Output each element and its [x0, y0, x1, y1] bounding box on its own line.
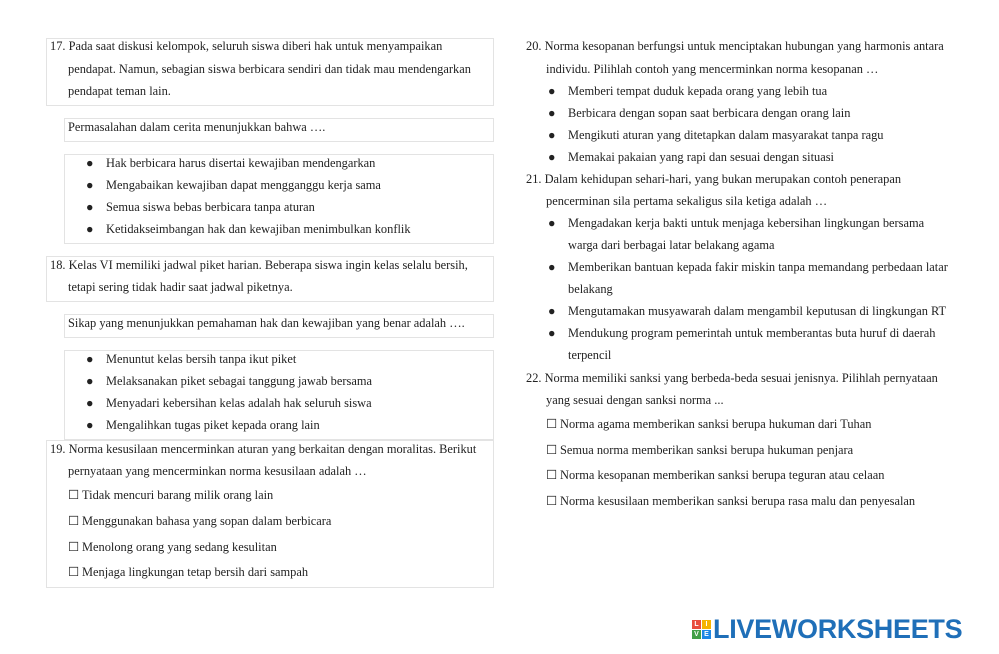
q17-question-line: pendapat teman lain.	[68, 84, 171, 98]
option-label: Hak berbicara harus disertai kewajiban mendengarkan	[106, 156, 376, 170]
logo-block: E	[702, 630, 711, 639]
option-label: Mengikuti aturan yang ditetapkan dalam masyarakat tanpa ragu	[568, 128, 884, 142]
bullet-icon: ●	[86, 222, 94, 236]
bullet-icon: ●	[548, 128, 556, 142]
q19-question-line: 19. Norma kesusilaan mencerminkan aturan yang berkaitan dengan moralitas. Berikut	[50, 442, 477, 456]
checkbox-icon[interactable]: ☐	[68, 514, 80, 528]
q17-question-line: 17. Pada saat diskusi kelompok, seluruh siswa diberi hak untuk menyampaikan	[50, 39, 443, 53]
bullet-icon: ●	[548, 106, 556, 120]
bullet-icon: ●	[86, 352, 94, 366]
q17-prompt: Permasalahan dalam cerita menunjukkan bahwa ….	[68, 120, 326, 134]
q17-option[interactable]	[86, 174, 381, 196]
q19-question-line: pernyataan yang mencerminkan norma kesusilaan adalah …	[68, 464, 367, 478]
q20-option[interactable]	[548, 124, 884, 146]
q19-option[interactable]	[68, 484, 273, 506]
q21-option[interactable]	[548, 300, 946, 322]
option-label: Semua norma memberikan sanksi berupa hukuman penjara	[560, 443, 854, 457]
option-label: Norma agama memberikan sanksi berupa hukuman dari Tuhan	[560, 417, 872, 431]
bullet-icon: ●	[548, 150, 556, 164]
bullet-icon: ●	[548, 326, 556, 340]
option-label: Semua siswa bebas berbicara tanpa aturan	[106, 200, 315, 214]
q17-question-line: pendapat. Namun, sebagian siswa berbicara sendiri dan tidak mau mendengarkan	[68, 62, 471, 76]
q21-option[interactable]	[548, 322, 935, 344]
q18-option[interactable]	[86, 392, 372, 414]
option-label: Tidak mencuri barang milik orang lain	[82, 488, 274, 502]
q22-option[interactable]	[546, 490, 915, 512]
q17-option[interactable]	[86, 218, 411, 240]
option-label: Mengalihkan tugas piket kepada orang lain	[106, 418, 320, 432]
option-label: Menolong orang yang sedang kesulitan	[82, 540, 277, 554]
q22-option[interactable]	[546, 439, 853, 461]
bullet-icon: ●	[86, 156, 94, 170]
q22-question-line: yang sesuai dengan sanksi norma ...	[546, 393, 724, 407]
option-label: Menggunakan bahasa yang sopan dalam berbicara	[82, 514, 332, 528]
option-label: Mengadakan kerja bakti untuk menjaga kebersihan lingkungan bersama	[568, 216, 925, 230]
bullet-icon: ●	[86, 396, 94, 410]
q19-option[interactable]	[68, 561, 308, 583]
q20-option[interactable]	[548, 102, 850, 124]
q18-option[interactable]	[86, 414, 320, 436]
q22-option[interactable]	[546, 464, 884, 486]
q21-option-continuation: terpencil	[568, 348, 612, 362]
q21-option[interactable]	[548, 256, 948, 278]
checkbox-icon[interactable]: ☐	[68, 540, 80, 554]
q18-option[interactable]	[86, 348, 296, 370]
q21-option-continuation: warga dari berbagai latar belakang agama	[568, 238, 775, 252]
q21-question-line: 21. Dalam kehidupan sehari-hari, yang bukan merupakan contoh penerapan	[526, 172, 902, 186]
bullet-icon: ●	[86, 374, 94, 388]
bullet-icon: ●	[548, 260, 556, 274]
q18-option[interactable]	[86, 370, 372, 392]
q20-option[interactable]	[548, 80, 827, 102]
option-label: Mengutamakan musyawarah dalam mengambil keputusan di lingkungan RT	[568, 304, 947, 318]
option-label: Menjaga lingkungan tetap bersih dari sampah	[82, 565, 309, 579]
q19-option[interactable]	[68, 536, 277, 558]
q20-question-line: individu. Pilihlah contoh yang mencerminkan norma kesopanan …	[546, 62, 879, 76]
liveworksheets-logo[interactable]	[692, 614, 962, 644]
q20-question-line: 20. Norma kesopanan berfungsi untuk menciptakan hubungan yang harmonis antara	[526, 39, 944, 53]
q19-option[interactable]	[68, 510, 331, 532]
checkbox-icon[interactable]: ☐	[546, 468, 558, 482]
option-label: Memberi tempat duduk kepada orang yang lebih tua	[568, 84, 828, 98]
logo-blocks-icon	[692, 620, 711, 639]
bullet-icon: ●	[548, 304, 556, 318]
q20-option[interactable]	[548, 146, 834, 168]
q17-option[interactable]	[86, 152, 375, 174]
logo-brand-text: LIVEWORKSHEETS	[713, 613, 963, 644]
q21-option-continuation: belakang	[568, 282, 613, 296]
checkbox-icon[interactable]: ☐	[546, 417, 558, 431]
option-label: Menuntut kelas bersih tanpa ikut piket	[106, 352, 297, 366]
logo-block: L	[692, 620, 701, 629]
checkbox-icon[interactable]: ☐	[68, 488, 80, 502]
option-label: Memberikan bantuan kepada fakir miskin tanpa memandang perbedaan latar	[568, 260, 948, 274]
q21-question-line: pencerminan sila pertama sekaligus sila ketiga adalah …	[546, 194, 828, 208]
q21-option[interactable]	[548, 212, 924, 234]
option-label: Memakai pakaian yang rapi dan sesuai dengan situasi	[568, 150, 834, 164]
checkbox-icon[interactable]: ☐	[68, 565, 80, 579]
logo-block: I	[702, 620, 711, 629]
checkbox-icon[interactable]: ☐	[546, 443, 558, 457]
option-label: Berbicara dengan sopan saat berbicara dengan orang lain	[568, 106, 851, 120]
option-label: Menyadari kebersihan kelas adalah hak seluruh siswa	[106, 396, 372, 410]
bullet-icon: ●	[86, 200, 94, 214]
option-label: Melaksanakan piket sebagai tanggung jawab bersama	[106, 374, 372, 388]
q18-prompt: Sikap yang menunjukkan pemahaman hak dan kewajiban yang benar adalah ….	[68, 316, 465, 330]
bullet-icon: ●	[86, 178, 94, 192]
q22-question-line: 22. Norma memiliki sanksi yang berbeda-beda sesuai jenisnya. Pilihlah pernyataan	[526, 371, 938, 385]
q18-question-line: 18. Kelas VI memiliki jadwal piket harian. Beberapa siswa ingin kelas selalu bersih,	[50, 258, 468, 272]
bullet-icon: ●	[548, 84, 556, 98]
option-label: Norma kesusilaan memberikan sanksi berupa rasa malu dan penyesalan	[560, 494, 916, 508]
q18-question-line: tetapi sering tidak hadir saat jadwal piketnya.	[68, 280, 293, 294]
q22-option[interactable]	[546, 413, 871, 435]
option-label: Norma kesopanan memberikan sanksi berupa teguran atau celaan	[560, 468, 885, 482]
bullet-icon: ●	[86, 418, 94, 432]
bullet-icon: ●	[548, 216, 556, 230]
option-label: Mengabaikan kewajiban dapat mengganggu kerja sama	[106, 178, 381, 192]
q17-option[interactable]	[86, 196, 315, 218]
logo-block: V	[692, 630, 701, 639]
option-label: Mendukung program pemerintah untuk memberantas buta huruf di daerah	[568, 326, 936, 340]
option-label: Ketidakseimbangan hak dan kewajiban menimbulkan konflik	[106, 222, 411, 236]
checkbox-icon[interactable]: ☐	[546, 494, 558, 508]
